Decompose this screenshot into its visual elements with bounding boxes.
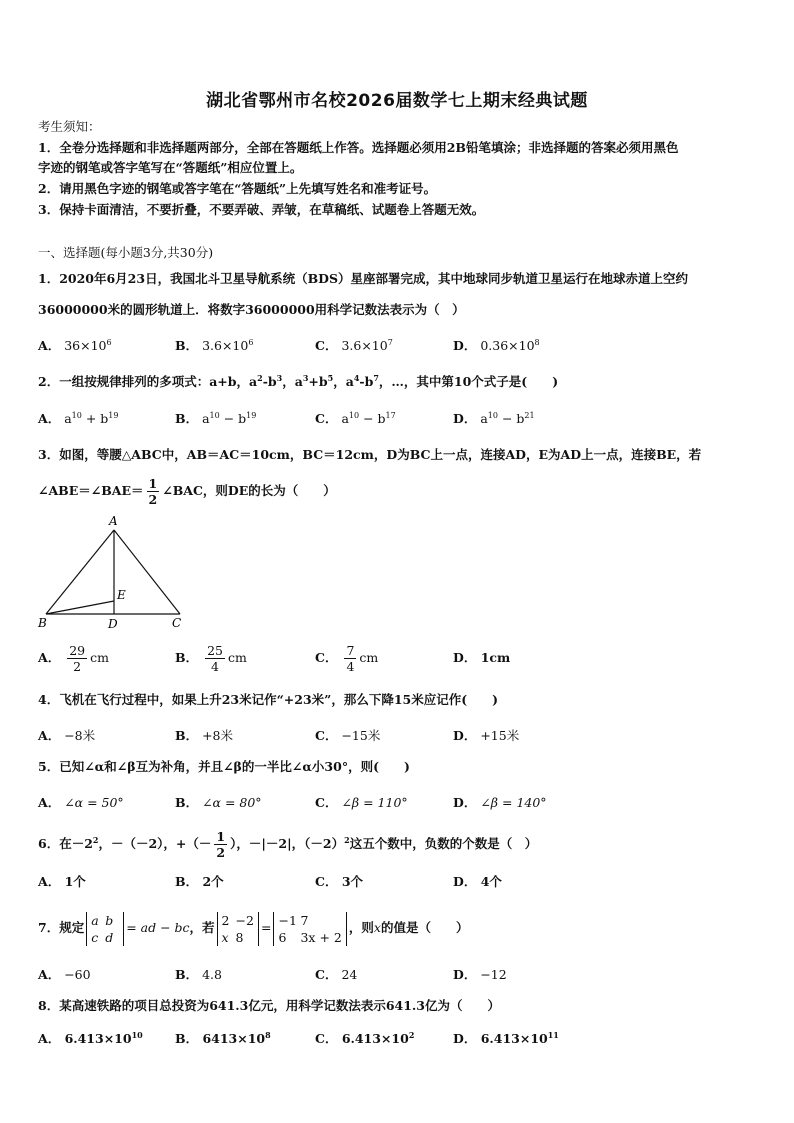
q6-stem: 6．在$-2^2$，－（－2），+（－ $\frac{1}{2}$ ），－|－2|，$(-2)^2$这五个数中，负数的个数是（ ） — [38, 829, 538, 860]
notice-item-1: 1．全卷分选择题和非选择题两部分，全部在答题纸上作答。选择题必须用2B铅笔填涂；非选择题的答案必须用黑色 — [38, 140, 679, 155]
section-heading: 一、选择题(每小题3分,共30分) — [38, 245, 214, 260]
label-d: D — [108, 617, 118, 631]
q6-fraction: $\frac{1}{2}$ — [216, 829, 226, 860]
q3-option-b[interactable]: B． $\frac{25}{4}$ cm — [175, 643, 247, 674]
q1-stem-line2: 36000000米的圆形轨道上．将数字36000000用科学记数法表示为（ ） — [38, 302, 465, 317]
q6-option-a[interactable]: A． 1个 — [38, 874, 86, 889]
notice-item-3: 3．保持卡面清洁，不要折叠，不要弄破、弄皱，在草稿纸、试题卷上答题无效。 — [38, 202, 485, 217]
q4-stem: 4．飞机在飞行过程中，如果上升23米记作“+23米”，那么下降15米应记作( ) — [38, 692, 499, 707]
q2-stem: 2．一组按规律排列的多项式：a+b，$a^2-b^3$，$a^3+b^5$，$a^4-b^7$，…，其中第10个式子是( ) — [38, 373, 559, 389]
q7-matrix-3: −1 7 6 3x + 2 — [273, 912, 346, 946]
segment-be — [46, 601, 114, 614]
q8-option-c[interactable]: C． $6.413\times 10^2$ — [315, 1030, 415, 1046]
q3-option-c[interactable]: C． $\frac{7}{4}$ cm — [315, 643, 379, 674]
q2-option-b[interactable]: B． $a^{10} - b^{19}$ — [175, 411, 257, 426]
q7-option-d[interactable]: D． −12 — [453, 967, 507, 982]
q4-option-c[interactable]: C． −15米 — [315, 728, 381, 743]
q7-matrix-2: 2 −2 x 8 — [217, 912, 259, 946]
page-title: 湖北省鄂州市名校2026届数学七上期末经典试题 — [206, 91, 588, 111]
notice-heading: 考生须知： — [38, 119, 101, 134]
q8-option-d[interactable]: D． $6.413\times 10^{11}$ — [453, 1030, 559, 1046]
q5-option-a[interactable]: A． ∠α = 50° — [38, 795, 124, 810]
q2-option-d[interactable]: D． $a^{10} - b^{21}$ — [453, 411, 535, 426]
q4-option-b[interactable]: B． +8米 — [175, 728, 233, 743]
q1-option-a[interactable]: A． $36\times 10^6$ — [38, 338, 112, 353]
q7-option-a[interactable]: A． −60 — [38, 967, 91, 982]
q7-matrix-1: a b c d — [86, 912, 124, 946]
label-e: E — [117, 588, 126, 602]
label-b: B — [38, 616, 47, 630]
q7-stem: 7．规定 a b c d = ad − bc，若 2 −2 x 8 = −1 7 6 3x + 2 ，则x的值是（ ） — [38, 912, 469, 945]
q3-stem-line2: ∠ABE＝∠BAE＝ $\frac{1}{2}$ ∠BAC，则DE的长为（ ） — [38, 476, 336, 507]
q8-option-a[interactable]: A． $6.413\times 10^{10}$ — [38, 1030, 143, 1046]
q1-option-c[interactable]: C． $3.6\times 10^7$ — [315, 338, 393, 353]
q5-option-c[interactable]: C． ∠β = 110° — [315, 795, 408, 810]
q1-option-d[interactable]: D． $0.36\times 10^8$ — [453, 338, 540, 353]
q3-option-d[interactable]: D． 1cm — [453, 650, 511, 665]
label-a: A — [109, 514, 118, 528]
q6-option-d[interactable]: D． 4个 — [453, 874, 502, 889]
label-c: C — [172, 616, 182, 630]
q4-option-d[interactable]: D． +15米 — [453, 728, 520, 743]
triangle-figure — [36, 514, 186, 632]
q1-stem-line1: 1．2020年6月23日，我国北斗卫星导航系统（BDS）星座部署完成，其中地球同步轨道卫星运行在地球赤道上空约 — [38, 271, 689, 286]
notice-item-1-cont: 字迹的钢笔或答字笔写在“答题纸”相应位置上。 — [38, 160, 303, 175]
q7-option-b[interactable]: B． 4.8 — [175, 967, 222, 982]
side-ab — [46, 530, 114, 614]
q2-option-a[interactable]: A． $a^{10} + b^{19}$ — [38, 411, 119, 426]
q3-fraction: $\frac{1}{2}$ — [148, 476, 158, 507]
q2-option-c[interactable]: C． $a^{10} - b^{17}$ — [315, 411, 396, 426]
q6-option-c[interactable]: C． 3个 — [315, 874, 364, 889]
q6-option-b[interactable]: B． 2个 — [175, 874, 224, 889]
q1-option-b[interactable]: B． $3.6\times 10^6$ — [175, 338, 254, 353]
q7-option-c[interactable]: C． 24 — [315, 967, 358, 982]
q8-option-b[interactable]: B． $6413\times 10^8$ — [175, 1030, 271, 1046]
q5-option-b[interactable]: B． ∠α = 80° — [175, 795, 262, 810]
notice-item-2: 2．请用黑色字迹的钢笔或答字笔在“答题纸”上先填写姓名和准考证号。 — [38, 181, 437, 196]
q5-stem: 5．已知∠α和∠β互为补角，并且∠β的一半比∠α小30°，则( ) — [38, 759, 410, 774]
q5-option-d[interactable]: D． ∠β = 140° — [453, 795, 547, 810]
q3-stem-line1: 3．如图，等腰△ABC中，AB＝AC＝10cm，BC＝12cm，D为BC上一点，连接AD，E为AD上一点，连接BE，若 — [38, 447, 702, 462]
q3-option-a[interactable]: A． $\frac{29}{2}$ cm — [38, 643, 109, 674]
q4-option-a[interactable]: A． −8米 — [38, 728, 96, 743]
q8-stem: 8．某高速铁路的项目总投资为641.3亿元，用科学记数法表示641.3亿为（ ） — [38, 998, 500, 1013]
